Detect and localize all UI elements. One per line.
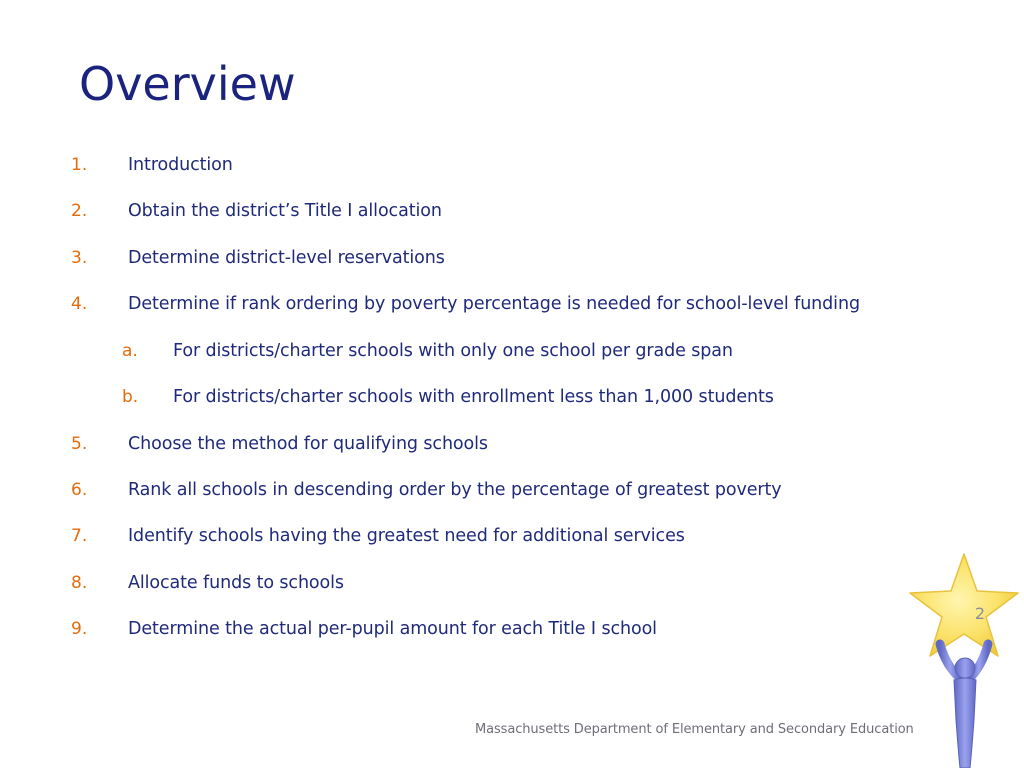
- list-item-text: Obtain the district’s Title I allocation: [128, 201, 442, 221]
- list-item-text: Identify schools having the greatest need for additional services: [128, 526, 685, 546]
- list-item-text: Determine if rank ordering by poverty percentage is needed for school-level funding: [128, 294, 860, 314]
- list-item-text: Determine district-level reservations: [128, 248, 445, 268]
- list-subitem-marker: b.: [122, 387, 139, 407]
- star-figure-logo: [900, 548, 1024, 768]
- list-item-marker: 6.: [71, 480, 88, 500]
- list-item-marker: 2.: [71, 201, 88, 221]
- slide-title: Overview: [79, 57, 296, 111]
- list-item-text: Allocate funds to schools: [128, 573, 344, 593]
- list-item-text: Choose the method for qualifying schools: [128, 434, 488, 454]
- star-figure-icon: [900, 548, 1024, 768]
- list-item-marker: 3.: [71, 248, 88, 268]
- footer-organization: Massachusetts Department of Elementary and Secondary Education: [475, 722, 914, 737]
- list-item-text: Determine the actual per-pupil amount for each Title I school: [128, 619, 657, 639]
- list-item-marker: 9.: [71, 619, 88, 639]
- list-subitem-text: For districts/charter schools with enrollment less than 1,000 students: [173, 387, 774, 407]
- list-item-marker: 7.: [71, 526, 88, 546]
- list-subitem-text: For districts/charter schools with only one school per grade span: [173, 341, 733, 361]
- list-item-marker: 5.: [71, 434, 88, 454]
- page-number: 2: [974, 604, 986, 623]
- list-item-text: Introduction: [128, 155, 233, 175]
- list-item-marker: 4.: [71, 294, 88, 314]
- list-item-text: Rank all schools in descending order by the percentage of greatest poverty: [128, 480, 782, 500]
- list-item-marker: 1.: [71, 155, 88, 175]
- list-item-marker: 8.: [71, 573, 88, 593]
- list-subitem-marker: a.: [122, 341, 138, 361]
